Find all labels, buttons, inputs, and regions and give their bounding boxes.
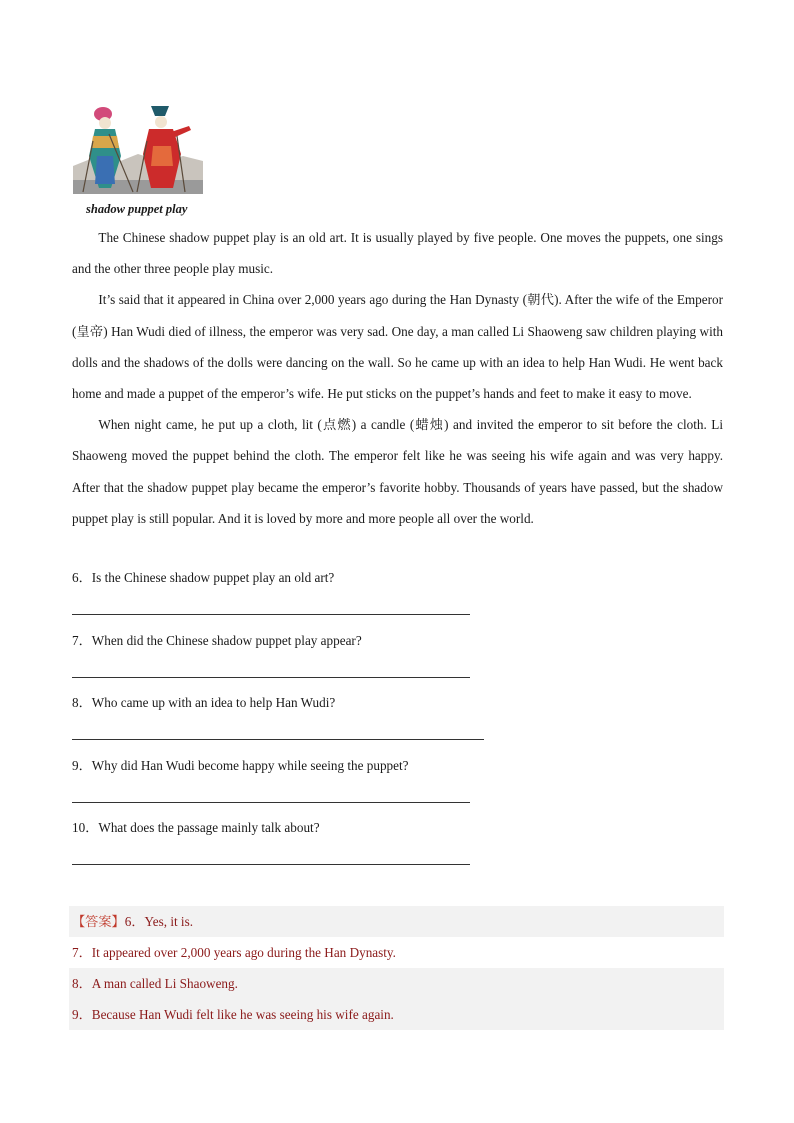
answer-line[interactable] bbox=[72, 864, 470, 865]
answer-text: 7．It appeared over 2,000 years ago during the Han Dynasty. bbox=[72, 945, 396, 960]
shadow-puppet-image bbox=[73, 96, 203, 194]
question-text: 9．Why did Han Wudi become happy while seeing the puppet? bbox=[72, 757, 409, 773]
question-item bbox=[72, 563, 723, 626]
question-list bbox=[72, 563, 723, 876]
answer-line[interactable] bbox=[72, 802, 470, 803]
passage-paragraph: It’s said that it appeared in China over 2,000 years ago during the Han Dynasty (朝代). After the wife of the Emperor (皇帝) Han Wudi died of illness, the emperor was very sad. One day, a man called Li Shaoweng saw children playing with dolls and the shadows of the dolls were dancing on the wall. So he came up with an idea to help Han Wudi. He went back home and made a puppet of the emperor’s wife. He put sticks on the puppet’s hands and feet to make it easy to move. bbox=[72, 292, 723, 402]
answer-text: 6．Yes, it is. bbox=[124, 914, 194, 929]
answer-row bbox=[69, 968, 724, 999]
question-text: 8．Who came up with an idea to help Han Wudi? bbox=[72, 695, 336, 710]
answer-row bbox=[69, 906, 724, 937]
answer-row bbox=[69, 999, 724, 1030]
answer-line[interactable] bbox=[72, 614, 470, 615]
reading-passage bbox=[72, 222, 723, 534]
question-item bbox=[72, 688, 723, 751]
question-item bbox=[72, 751, 723, 814]
answer-text: 9．Because Han Wudi felt like he was seeing his wife again. bbox=[72, 1007, 394, 1022]
answer-text: 8．A man called Li Shaoweng. bbox=[72, 976, 238, 991]
passage-paragraph: When night came, he put up a cloth, lit (点燃) a candle (蜡烛) and invited the emperor to sit before the cloth. Li Shaoweng moved the puppet behind the cloth. The emperor felt like he was seeing his wife again and was very happy. After that the shadow puppet play became the emperor’s favorite hobby. Thousands of years have passed, but the shadow puppet play is still popular. And it is loved by more and more people all over the world. bbox=[72, 417, 723, 526]
answer-line[interactable] bbox=[72, 739, 484, 740]
answer-key bbox=[69, 906, 724, 1030]
question-text: 10．What does the passage mainly talk about? bbox=[72, 820, 320, 835]
image-caption: shadow puppet play bbox=[86, 202, 188, 216]
answer-row bbox=[69, 937, 724, 968]
question-item bbox=[72, 813, 723, 876]
question-item bbox=[72, 626, 723, 689]
answer-tag: 【答案】 bbox=[72, 914, 125, 929]
answer-line[interactable] bbox=[72, 677, 470, 678]
question-text: 7．When did the Chinese shadow puppet play appear? bbox=[72, 632, 362, 648]
question-text: 6．Is the Chinese shadow puppet play an old art? bbox=[72, 570, 335, 585]
passage-paragraph: The Chinese shadow puppet play is an old art. It is usually played by five people. One moves the puppets, one sings and the other three people play music. bbox=[72, 230, 723, 277]
